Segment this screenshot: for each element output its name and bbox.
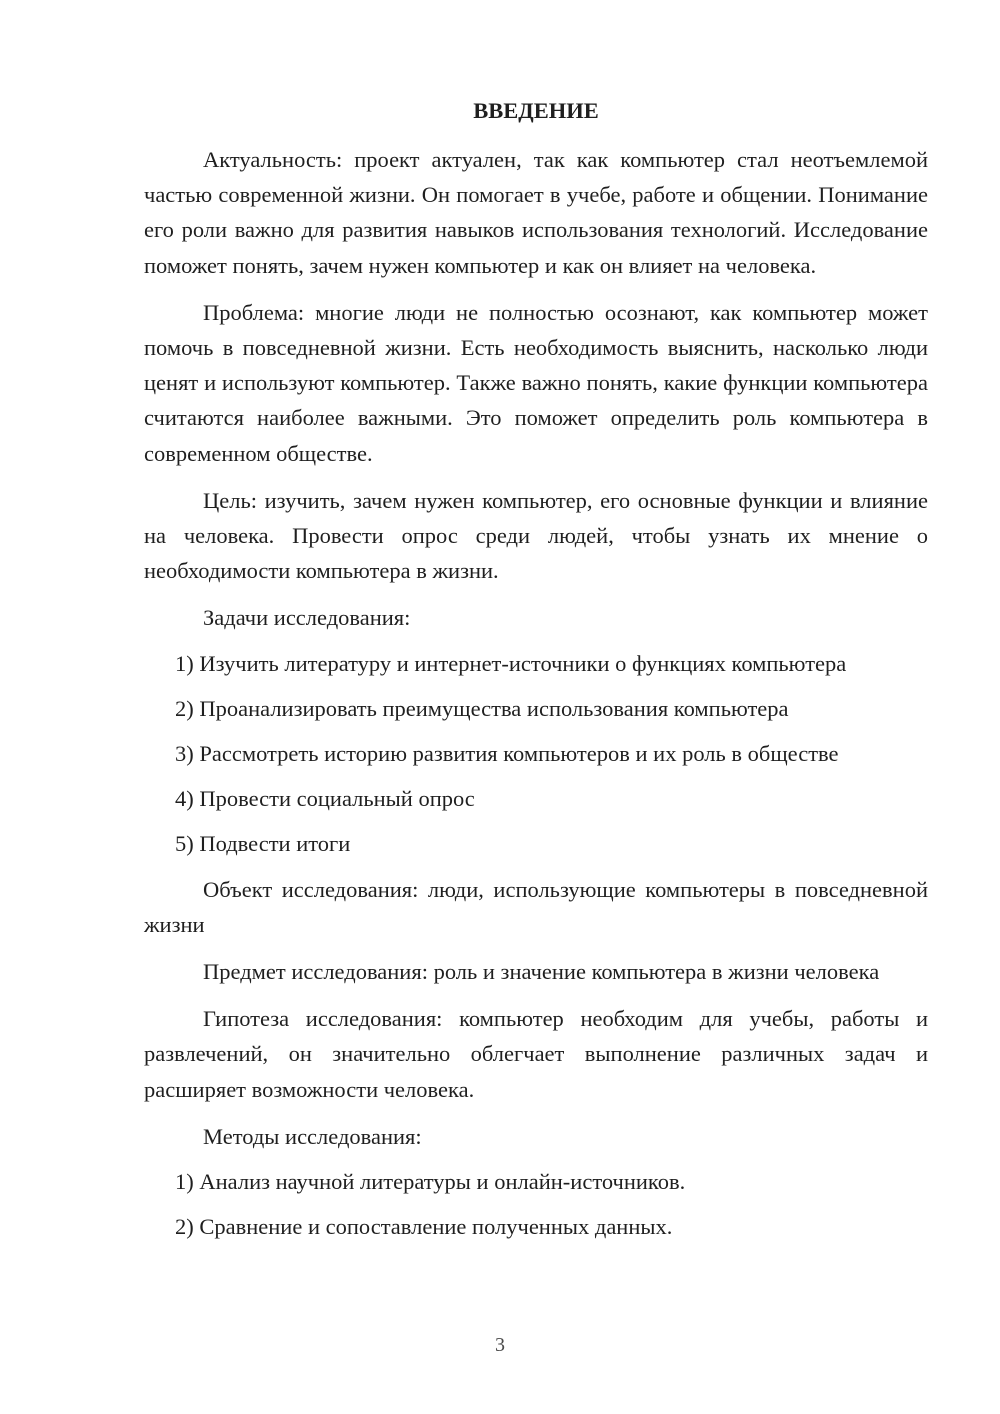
list-item: 1) Изучить литературу и интернет-источники о функциях компьютера xyxy=(175,650,847,676)
methods-list xyxy=(144,1164,928,1244)
page-content xyxy=(144,94,928,1254)
paragraph-hypothesis: Гипотеза исследования: компьютер необходим для учебы, работы и развлечений, он значительно облегчает выполнение различных задач и расширяет возможности человека. xyxy=(144,1006,928,1102)
tasks-list xyxy=(144,646,928,862)
list-item: 1) Анализ научной литературы и онлайн-источников. xyxy=(175,1169,686,1195)
paragraph-object: Объект исследования: люди, использующие компьютеры в повседневной жизни xyxy=(144,876,928,937)
paragraph-actuality: Актуальность: проект актуален, так как компьютер стал неотъемлемой частью современной жизни. Он помогает в учебе, работе и общении. Понимание его роли важно для развития навыков использования технологий. Исследование поможет понять, зачем нужен компьютер и как он влияет на человека. xyxy=(144,147,928,278)
paragraph-goal: Цель: изучить, зачем нужен компьютер, его основные функции и влияние на человека. Провести опрос среди людей, чтобы узнать их мнение о необходимости компьютера в жизни. xyxy=(144,487,928,584)
page-number: 3 xyxy=(495,1334,505,1356)
paragraph-problem: Проблема: многие люди не полностью осознают, как компьютер может помочь в повседневной жизни. Есть необходимость выяснить, насколько люди ценят и используют компьютер. Также важно понять, какие функции компьютера считаются наиболее важными. Это поможет определить роль компьютера в современном обществе. xyxy=(144,299,928,466)
list-item: 2) Проанализировать преимущества использования компьютера xyxy=(175,695,789,721)
methods-heading: Методы исследования: xyxy=(203,1123,422,1149)
list-item: 2) Сравнение и сопоставление полученных данных. xyxy=(175,1214,673,1240)
list-item: 3) Рассмотреть историю развития компьютеров и их роль в обществе xyxy=(175,741,839,767)
list-item: 4) Провести социальный опрос xyxy=(175,786,475,812)
paragraph-subject: Предмет исследования: роль и значение компьютера в жизни человека xyxy=(203,959,880,985)
page-title: ВВЕДЕНИЕ xyxy=(473,98,599,123)
tasks-heading: Задачи исследования: xyxy=(203,605,411,631)
list-item: 5) Подвести итоги xyxy=(175,831,351,857)
